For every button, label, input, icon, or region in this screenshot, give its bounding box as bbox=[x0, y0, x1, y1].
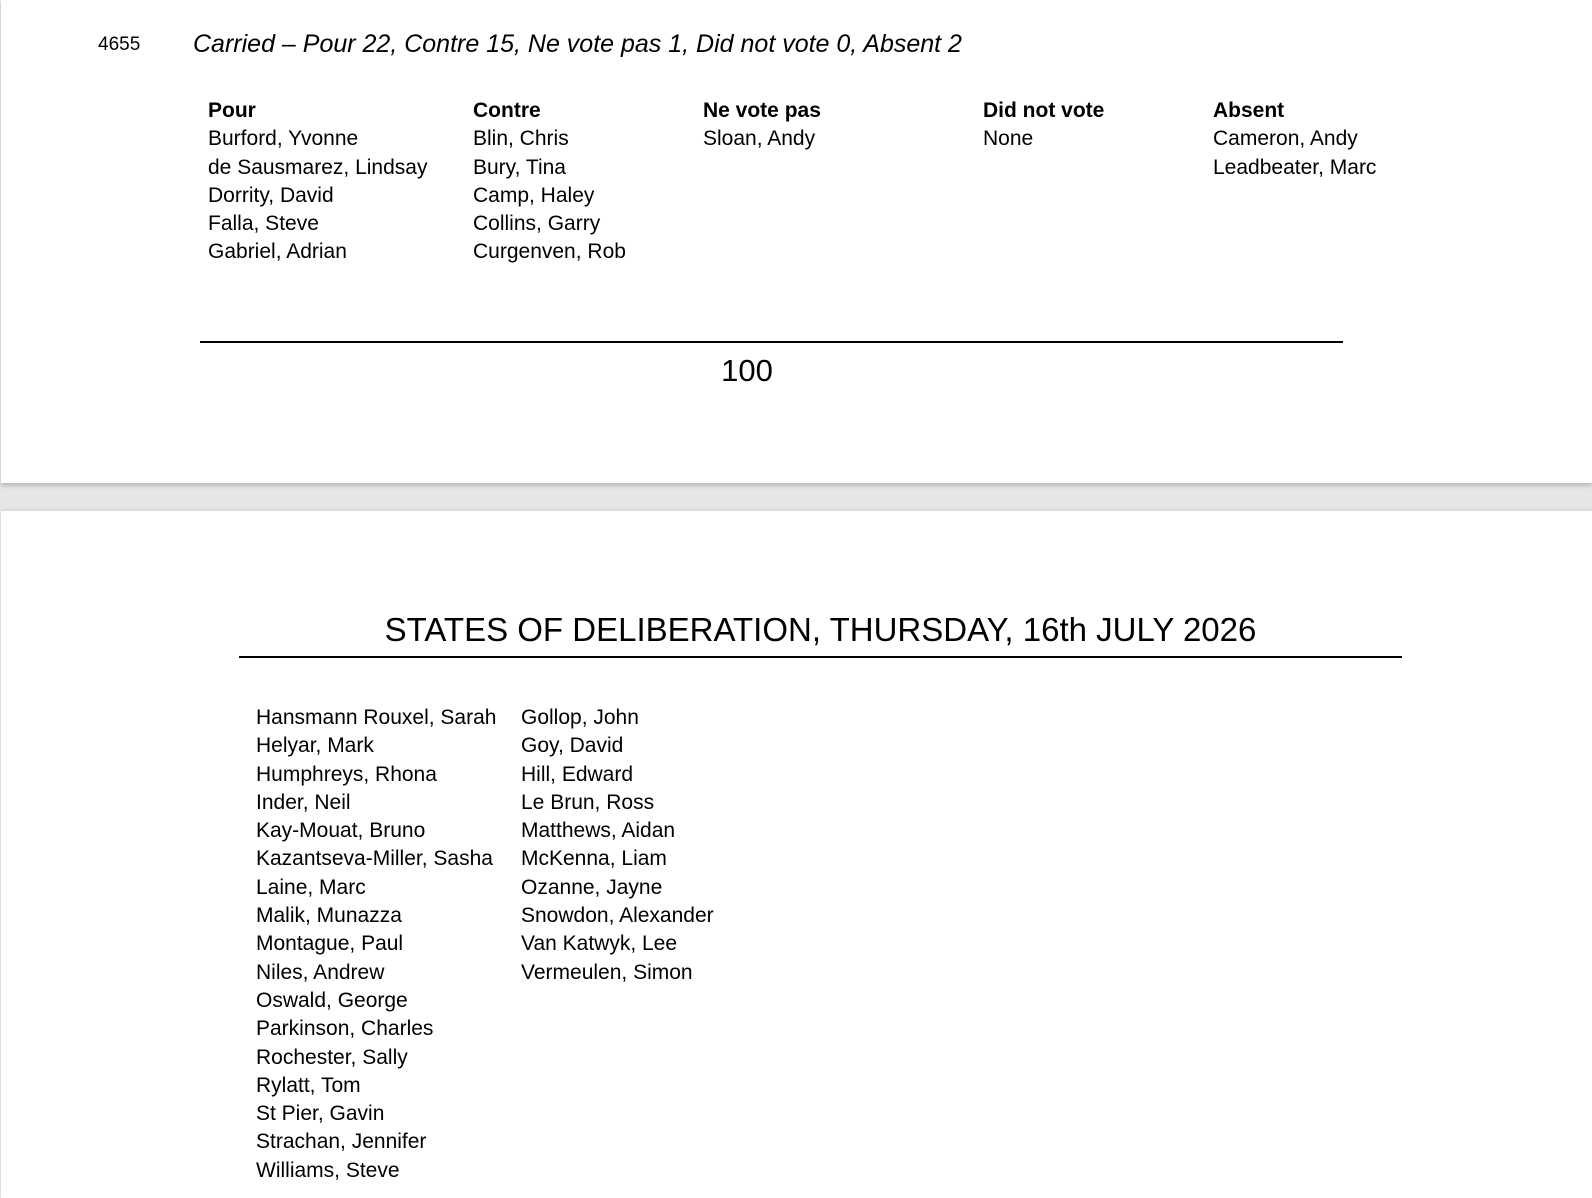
column-heading-did-not-vote: Did not vote bbox=[983, 99, 1105, 122]
voter-name: Inder, Neil bbox=[256, 790, 351, 814]
vote-column-contre bbox=[473, 97, 626, 267]
column-heading-pour: Pour bbox=[208, 99, 256, 122]
vote-column-did-not-vote bbox=[983, 97, 1104, 154]
voter-name: Montague, Paul bbox=[256, 932, 404, 956]
voter-name: Niles, Andrew bbox=[256, 960, 385, 984]
document-page-101 bbox=[1, 511, 1592, 1198]
voter-list-column-2 bbox=[521, 704, 714, 987]
vote-result-summary: Carried – Pour 22, Contre 15, Ne vote pas 1, Did not vote 0, Absent 2 bbox=[193, 30, 962, 58]
voter-name: Kay-Mouat, Bruno bbox=[256, 819, 426, 843]
voter-name: Sloan, Andy bbox=[703, 127, 816, 151]
voter-name: Rylatt, Tom bbox=[256, 1073, 361, 1097]
voter-name: Strachan, Jennifer bbox=[256, 1130, 427, 1154]
column-heading-absent: Absent bbox=[1213, 99, 1285, 122]
voter-name: Ozanne, Jayne bbox=[521, 875, 663, 899]
voter-name: Humphreys, Rhona bbox=[256, 762, 437, 786]
voter-name: Leadbeater, Marc bbox=[1213, 155, 1377, 179]
page-number: 100 bbox=[721, 353, 773, 388]
voter-name: Parkinson, Charles bbox=[256, 1017, 434, 1041]
voter-name: Hill, Edward bbox=[521, 762, 634, 786]
voter-name: St Pier, Gavin bbox=[256, 1102, 385, 1126]
vote-column-pour bbox=[208, 97, 427, 267]
voter-name: Rochester, Sally bbox=[256, 1045, 408, 1069]
voter-name: Oswald, George bbox=[256, 988, 408, 1012]
voter-name: Snowdon, Alexander bbox=[521, 904, 714, 928]
voter-name: McKenna, Liam bbox=[521, 847, 667, 871]
vote-column-ne-vote-pas bbox=[703, 97, 821, 154]
voter-name: Goy, David bbox=[521, 734, 624, 758]
footer-divider bbox=[200, 341, 1343, 343]
vote-column-absent bbox=[1213, 97, 1376, 182]
voter-name: Cameron, Andy bbox=[1213, 127, 1358, 151]
voter-name: Vermeulen, Simon bbox=[521, 960, 693, 984]
voter-name: Burford, Yvonne bbox=[208, 127, 359, 151]
voter-name: Kazantseva-Miller, Sasha bbox=[256, 847, 493, 871]
voter-name: Matthews, Aidan bbox=[521, 819, 676, 843]
line-number: 4655 bbox=[98, 34, 141, 55]
voter-list-column-1 bbox=[256, 704, 496, 1185]
document-page-100 bbox=[1, 0, 1592, 483]
page-header-title: STATES OF DELIBERATION, THURSDAY, 16th JULY 2026 bbox=[384, 611, 1257, 648]
voter-name: Laine, Marc bbox=[256, 875, 366, 899]
voter-name: Dorrity, David bbox=[208, 183, 334, 207]
voter-name: Gabriel, Adrian bbox=[208, 240, 347, 264]
voter-name: None bbox=[983, 127, 1034, 151]
column-heading-ne-vote-pas: Ne vote pas bbox=[703, 99, 821, 122]
voter-name: Camp, Haley bbox=[473, 183, 595, 207]
voter-name: Collins, Garry bbox=[473, 212, 601, 236]
voter-name: Blin, Chris bbox=[473, 127, 569, 151]
header-divider bbox=[239, 656, 1402, 658]
voter-name: Gollop, John bbox=[521, 706, 639, 729]
column-heading-contre: Contre bbox=[473, 99, 541, 122]
voter-name: Williams, Steve bbox=[256, 1158, 400, 1182]
voter-name: Curgenven, Rob bbox=[473, 240, 626, 264]
voter-name: Falla, Steve bbox=[208, 212, 319, 236]
voter-name: Bury, Tina bbox=[473, 155, 566, 179]
voter-name: Helyar, Mark bbox=[256, 734, 374, 758]
voter-name: Le Brun, Ross bbox=[521, 790, 655, 814]
voter-name: de Sausmarez, Lindsay bbox=[208, 155, 428, 179]
voter-name: Van Katwyk, Lee bbox=[521, 932, 678, 956]
voter-name: Hansmann Rouxel, Sarah bbox=[256, 706, 497, 729]
voter-name: Malik, Munazza bbox=[256, 904, 402, 928]
